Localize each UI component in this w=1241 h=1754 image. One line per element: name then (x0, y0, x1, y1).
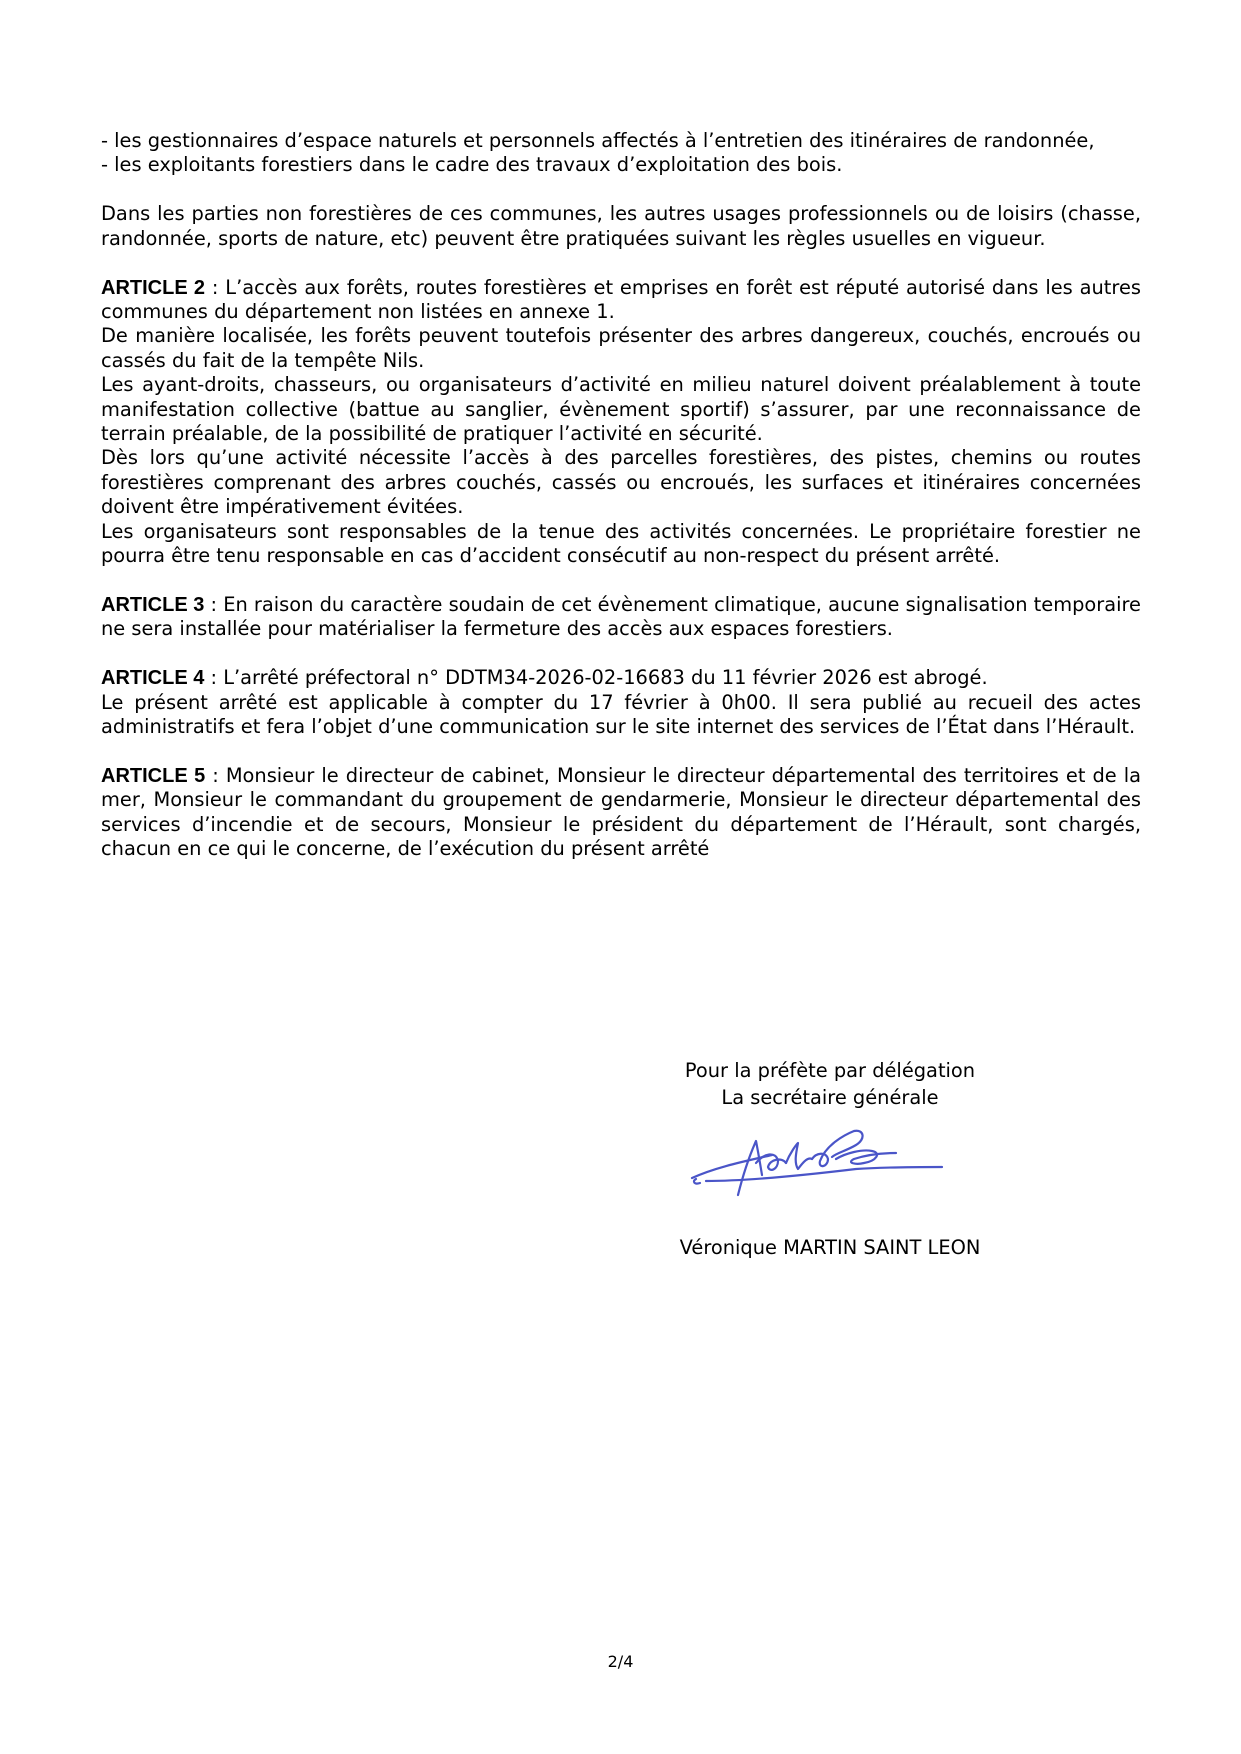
article-2-p2: De manière localisée, les forêts peuvent toutefois présenter des arbres dangereux, couchés, encroués ou cassés du fait de la tempête Nils. (101, 324, 1141, 372)
article-4-label: ARTICLE 4 (101, 667, 205, 690)
signature-delegation: Pour la préfète par délégation (684, 1059, 976, 1082)
article-3-label: ARTICLE 3 (101, 594, 205, 616)
article-4-p1 (101, 666, 1141, 690)
page-number: 2/4 (607, 1652, 634, 1671)
signer-name: Véronique MARTIN SAINT LEON (679, 1236, 981, 1259)
document-body (101, 129, 1141, 886)
article-2-label: ARTICLE 2 (101, 276, 206, 299)
article-2-p4: Dès lors qu’une activité nécessite l’accès à des parcelles forestières, des pistes, chemins ou routes forestières comprenant des arbres couchés, cassés ou encroués, les surfaces et itinéraires concernées doivent être impérativement évitées. (101, 446, 1141, 519)
article-2-p1 (101, 276, 1141, 325)
article-5-label: ARTICLE 5 (101, 765, 206, 788)
intro-bullet-2: - les exploitants forestiers dans le cadre des travaux d’exploitation des bois. (101, 153, 843, 177)
article-3 (101, 593, 1141, 642)
intro-list (101, 129, 1141, 178)
non-forest-paragraph: Dans les parties non forestières de ces communes, les autres usages professionnels ou de loisirs (chasse, randonnée, sports de nature, etc) peuvent être pratiquées suivant les règles usuelles en vigueur. (101, 202, 1141, 250)
article-2-text: : L’accès aux forêts, routes forestières et emprises en forêt est réputé autorisé dans les autres communes du département non listées en annexe 1. (101, 275, 1141, 324)
article-2 (101, 276, 1141, 569)
article-4 (101, 666, 1141, 739)
article-4-text: : L’arrêté préfectoral n° DDTM34-2026-02-16683 du 11 février 2026 est abrogé. (204, 666, 988, 690)
article-4-p2: Le présent arrêté est applicable à compter du 17 février à 0h00. Il sera publié au recueil des actes administratifs et fera l’objet d’une communication sur le site internet des services de l’État dans l’Hérault. (101, 690, 1141, 739)
article-2-p3: Les ayant-droits, chasseurs, ou organisateurs d’activité en milieu naturel doivent préalablement à toute manifestation collective (battue au sanglier, évènement sportif) s’assurer, par une reconnaissance de terrain préalable, de la possibilité de pratiquer l’activité en sécurité. (101, 373, 1141, 446)
article-3-text: : En raison du caractère soudain de cet évènement climatique, aucune signalisation temporaire ne sera installée pour matérialiser la fermeture des accès aux espaces forestiers. (101, 593, 1141, 641)
signature-title: La secrétaire générale (721, 1086, 939, 1109)
signature-block (620, 1057, 1040, 1111)
article-5-text: : Monsieur le directeur de cabinet, Monsieur le directeur départemental des territoires et de la mer, Monsieur le commandant du groupement de gendarmerie, Monsieur le directeur départemental des services d’incendie et de secours, Monsieur le président du département de l’Hérault, sont chargés, chacun en ce qui le concerne, de l’exécution du présent arrêté (101, 764, 1141, 861)
intro-bullet-1: - les gestionnaires d’espace naturels et personnels affectés à l’entretien des itinéraires de randonnée, (101, 129, 1095, 152)
article-5 (101, 764, 1141, 862)
handwritten-signature (686, 1123, 946, 1203)
article-2-p5: Les organisateurs sont responsables de la tenue des activités concernées. Le propriétaire forestier ne pourra être tenu responsable en cas d’accident consécutif au non-respect du présent arrêté. (101, 519, 1141, 568)
